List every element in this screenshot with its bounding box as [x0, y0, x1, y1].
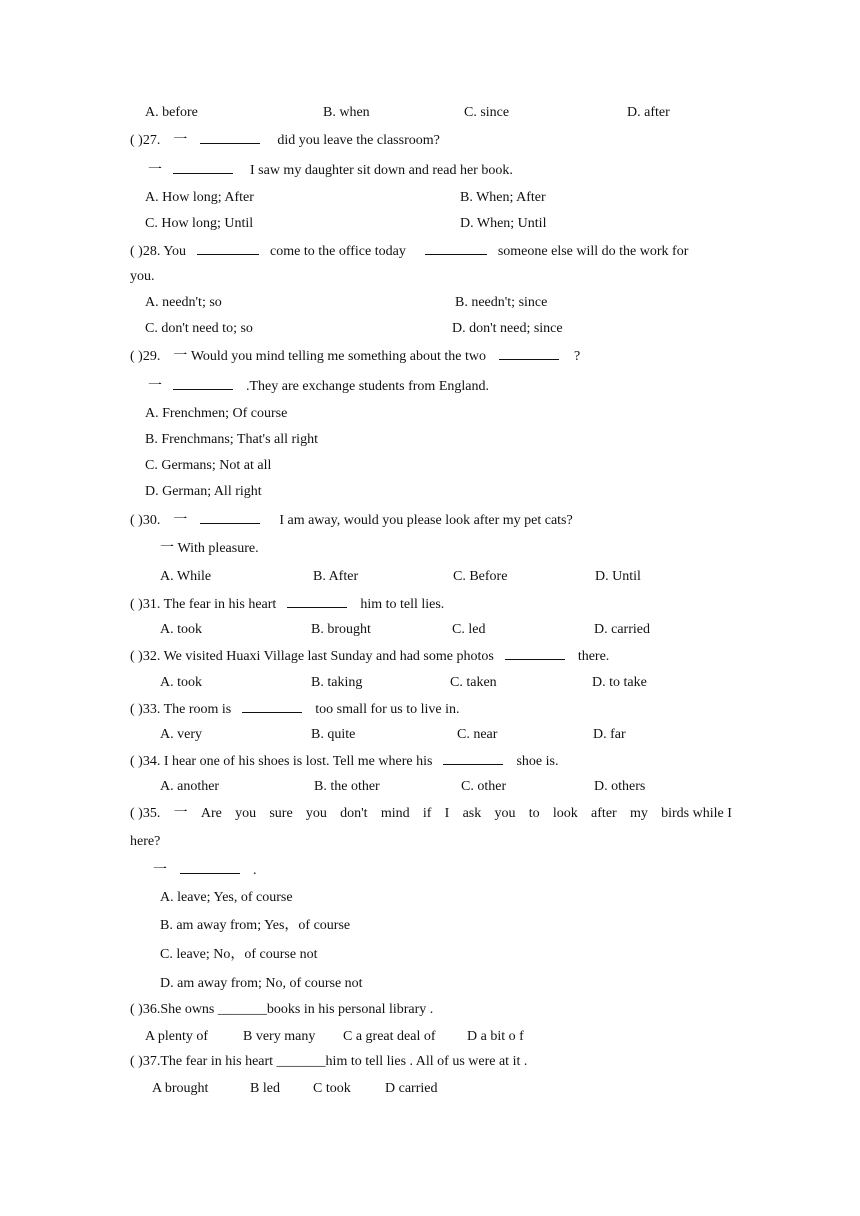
option-b: B led — [250, 1081, 280, 1096]
option-c: C. taken — [450, 675, 497, 690]
option-a: A. needn't; so — [145, 295, 222, 310]
answer-blank[interactable] — [180, 861, 240, 874]
answer-blank[interactable] — [505, 647, 565, 660]
option-d: D. far — [593, 727, 626, 742]
question-stem: ( )29. 一 Would you mind telling me something about the two ? — [130, 349, 581, 364]
question-number: ( )28. — [130, 244, 161, 259]
option-b: B. Frenchmans; That's all right — [145, 432, 318, 447]
option-b: B. when — [323, 105, 370, 120]
question-stem: ( )33. The room is too small for us to live in. — [130, 702, 460, 717]
option-c: C. since — [464, 105, 510, 120]
option-b: B very many — [243, 1029, 316, 1044]
question-number: ( )31. — [130, 597, 161, 612]
answer-blank[interactable] — [173, 377, 233, 390]
option-c: C. Germans; Not at all — [145, 458, 272, 473]
dialogue-reply: 一 .They are exchange students from England. — [148, 379, 489, 394]
option-c: C a great deal of — [343, 1029, 436, 1044]
dialogue-reply: 一 . — [153, 863, 257, 878]
question-number: ( )30. — [130, 513, 161, 528]
option-d: D carried — [385, 1081, 438, 1096]
question-number: ( )33. — [130, 702, 161, 717]
dialogue-reply: 一 With pleasure. — [160, 541, 259, 556]
option-a: A brought — [152, 1081, 209, 1096]
answer-blank[interactable] — [200, 511, 260, 524]
question-number: ( )34. — [130, 754, 161, 769]
option-d: D. others — [594, 779, 646, 794]
option-b: B. After — [313, 569, 359, 584]
option-b: B. needn't; since — [455, 295, 548, 310]
option-c: C. don't need to; so — [145, 321, 253, 336]
option-c: C. leave; No，of course not — [160, 947, 318, 962]
question-number: ( )29. — [130, 349, 161, 364]
option-a: A. leave; Yes, of course — [160, 890, 293, 905]
question-stem: ( )36.She owns _______books in his personal library . — [130, 1002, 434, 1017]
option-b: B. taking — [311, 675, 363, 690]
option-a: A plenty of — [145, 1029, 208, 1044]
option-d: D. When; Until — [460, 216, 547, 231]
option-a: A. While — [160, 569, 212, 584]
answer-blank[interactable] — [173, 161, 233, 174]
question-stem: ( )32. We visited Huaxi Village last Sunday and had some photos there. — [130, 649, 610, 664]
option-d: D. carried — [594, 622, 650, 637]
question-stem-continued: you. — [130, 269, 155, 284]
option-b: B. brought — [311, 622, 371, 637]
question-stem: ( )34. I hear one of his shoes is lost. Tell me where his shoe is. — [130, 754, 559, 769]
option-c: C. led — [452, 622, 486, 637]
option-c: C. Before — [453, 569, 508, 584]
option-c: C. other — [461, 779, 507, 794]
option-b: B. quite — [311, 727, 356, 742]
answer-blank[interactable] — [242, 700, 302, 713]
question-number: ( )27. — [130, 133, 161, 148]
answer-blank[interactable] — [443, 752, 503, 765]
option-a: A. Frenchmen; Of course — [145, 406, 288, 421]
option-d: D. after — [627, 105, 670, 120]
option-a: A. very — [160, 727, 202, 742]
dialogue-reply: 一 I saw my daughter sit down and read her book. — [148, 163, 513, 178]
question-stem: ( )27. 一 did you leave the classroom? — [130, 133, 440, 148]
option-c: C. near — [457, 727, 498, 742]
option-b: B. When; After — [460, 190, 546, 205]
option-d: D. Until — [595, 569, 641, 584]
option-c: C took — [313, 1081, 351, 1096]
question-stem: ( )28. You come to the office today someone else will do the work for — [130, 244, 689, 259]
option-d: D. am away from; No, of course not — [160, 976, 363, 991]
option-d: D. to take — [592, 675, 647, 690]
option-a: A. How long; After — [145, 190, 254, 205]
option-a: A. another — [160, 779, 220, 794]
question-stem: ( )37.The fear in his heart _______him to tell lies . All of us were at it . — [130, 1054, 528, 1069]
question-stem: ( )35. 一 Are you sure you don't mind if I ask you to look after my birds while I — [130, 806, 732, 821]
answer-blank[interactable] — [499, 347, 559, 360]
option-d: D a bit o f — [467, 1029, 524, 1044]
question-number: ( )32. — [130, 649, 161, 664]
option-d: D. German; All right — [145, 484, 262, 499]
question-stem: ( )30. 一 I am away, would you please look after my pet cats? — [130, 513, 573, 528]
answer-blank[interactable] — [197, 242, 259, 255]
question-stem: ( )31. The fear in his heart him to tell lies. — [130, 597, 445, 612]
option-a: A. before — [145, 105, 198, 120]
option-a: A. took — [160, 675, 202, 690]
answer-blank[interactable] — [425, 242, 487, 255]
option-b: B. am away from; Yes，of course — [160, 918, 351, 933]
option-a: A. took — [160, 622, 202, 637]
answer-blank[interactable] — [287, 595, 347, 608]
answer-blank[interactable] — [200, 131, 260, 144]
question-number: ( )35. — [130, 806, 161, 821]
option-c: C. How long; Until — [145, 216, 254, 231]
option-d: D. don't need; since — [452, 321, 563, 336]
question-stem-continued: here? — [130, 834, 161, 849]
option-b: B. the other — [314, 779, 380, 794]
